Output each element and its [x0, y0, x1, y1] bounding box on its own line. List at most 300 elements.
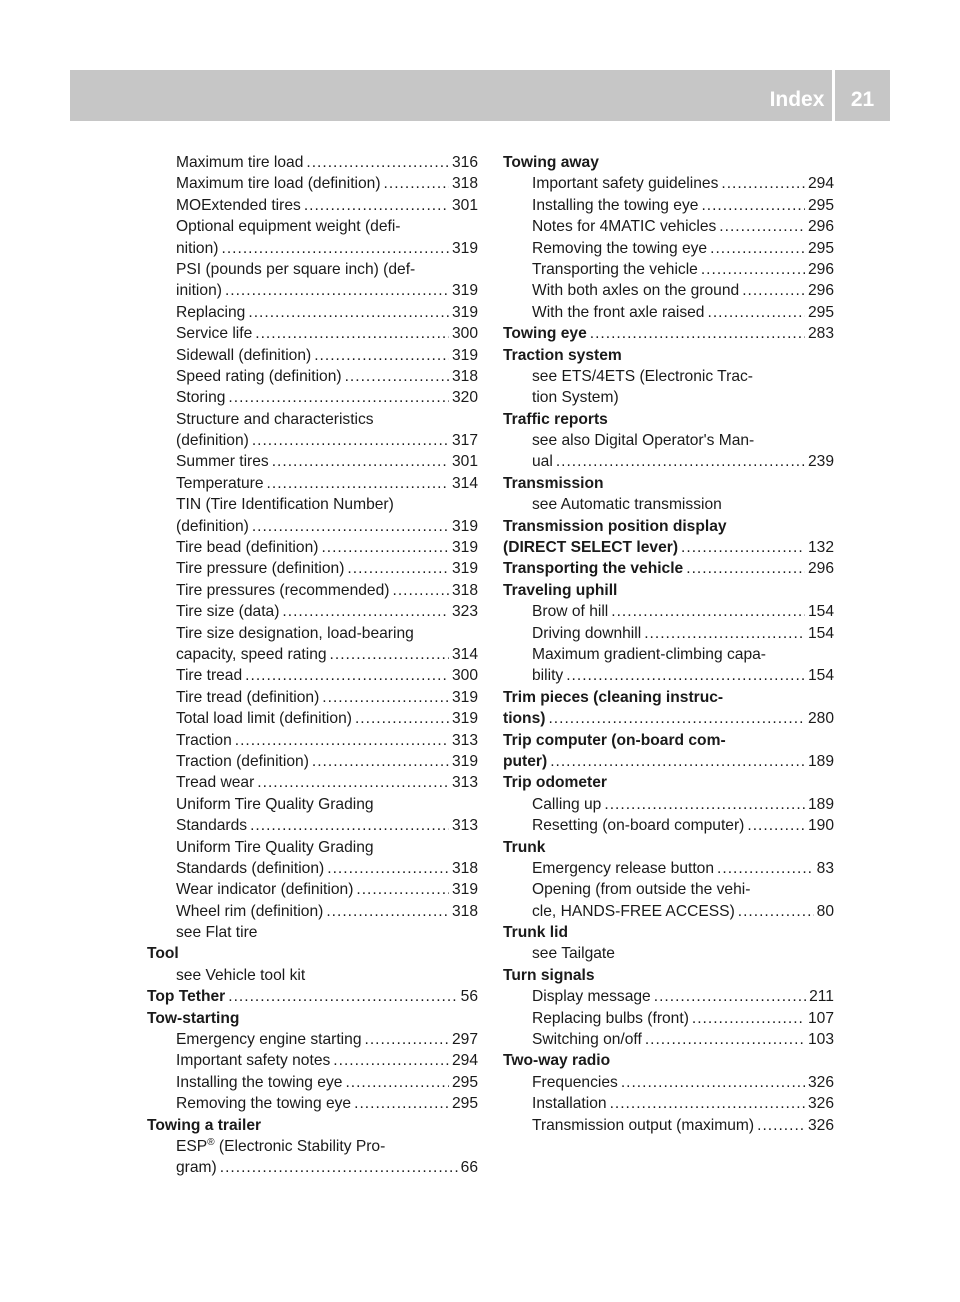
index-subentry: [503, 1008, 834, 1029]
index-subentry: [147, 1072, 478, 1093]
index-subentry: [503, 280, 834, 301]
dot-leader: [604, 794, 805, 815]
dot-leader: [719, 216, 805, 237]
dot-leader: [322, 687, 449, 708]
page-reference[interactable]: 66: [460, 1159, 478, 1177]
entry-text: With the front axle raised: [532, 303, 705, 321]
page-reference[interactable]: 189: [807, 795, 834, 813]
page-number: 21: [850, 88, 875, 111]
page-reference[interactable]: 300: [451, 325, 478, 343]
page-reference[interactable]: 318: [451, 175, 478, 193]
entry-text: Two-way radio: [503, 1052, 611, 1070]
page-reference[interactable]: 300: [451, 667, 478, 685]
index-subentry: [503, 815, 834, 836]
page-reference[interactable]: 317: [451, 432, 478, 450]
page-reference[interactable]: 319: [451, 560, 478, 578]
page-reference[interactable]: 294: [451, 1052, 478, 1070]
page-reference[interactable]: 189: [807, 752, 834, 770]
index-subentry: [503, 366, 834, 387]
page-reference[interactable]: 295: [451, 1095, 478, 1113]
entry-text: bility: [532, 667, 564, 685]
entry-text: Tool: [147, 945, 179, 963]
entry-text: Driving downhill: [532, 624, 642, 642]
entry-text: Maximum gradient-climbing capa-: [532, 645, 766, 663]
page-reference[interactable]: 318: [451, 581, 478, 599]
entry-text: Transporting the vehicle: [532, 260, 698, 278]
index-subentry: [503, 238, 834, 259]
dot-leader: [550, 751, 805, 772]
index-subentry: [147, 901, 478, 922]
dot-leader: [252, 516, 449, 537]
index-subentry: [503, 644, 834, 665]
index-subentry: [147, 1157, 478, 1178]
entry-text: Standards: [176, 817, 248, 835]
dot-leader: [312, 751, 449, 772]
dot-leader: [610, 1093, 805, 1114]
index-heading: [147, 1115, 478, 1136]
dot-leader: [356, 879, 449, 900]
entry-text: see ETS/4ETS (Electronic Trac-: [532, 367, 753, 385]
index-subentry: [147, 794, 478, 815]
index-subentry: [147, 837, 478, 858]
page-reference[interactable]: 319: [451, 303, 478, 321]
entry-text: see Vehicle tool kit: [176, 966, 306, 984]
index-subentry: [503, 601, 834, 622]
page-reference[interactable]: 318: [451, 859, 478, 877]
index-subentry: [147, 1093, 478, 1114]
page-reference[interactable]: 319: [451, 517, 478, 535]
page-reference[interactable]: 319: [451, 282, 478, 300]
dot-leader: [654, 986, 806, 1007]
index-subentry: [147, 259, 478, 280]
index-subentry: [147, 965, 478, 986]
dot-leader: [611, 601, 805, 622]
index-subentry: [147, 815, 478, 836]
dot-leader: [747, 815, 805, 836]
page-reference[interactable]: 319: [451, 688, 478, 706]
entry-text: TIN (Tire Identification Number): [176, 496, 394, 514]
page-reference[interactable]: 296: [807, 282, 834, 300]
page-reference[interactable]: 295: [807, 303, 834, 321]
entry-text: Trim pieces (cleaning instruc-: [503, 688, 724, 706]
index-heading: [503, 323, 834, 344]
index-subentry: [503, 943, 834, 964]
dot-leader: [556, 451, 805, 472]
entry-text: Replacing bulbs (front): [532, 1009, 689, 1027]
page-reference[interactable]: 313: [451, 774, 478, 792]
entry-text: Optional equipment weight (defi-: [176, 218, 401, 236]
index-subentry: [503, 1115, 834, 1136]
page-reference[interactable]: 313: [451, 731, 478, 749]
page-reference[interactable]: 107: [807, 1009, 834, 1027]
page-reference[interactable]: 295: [807, 239, 834, 257]
page-reference[interactable]: 323: [451, 603, 478, 621]
index-subentry: [147, 772, 478, 793]
page-reference[interactable]: 80: [816, 902, 834, 920]
page-reference[interactable]: 154: [807, 603, 834, 621]
dot-leader: [686, 558, 805, 579]
dot-leader: [306, 152, 449, 173]
index-heading: [503, 558, 834, 579]
entry-text: Tire tread (definition): [176, 688, 320, 706]
page-reference[interactable]: 296: [807, 218, 834, 236]
entry-text: Emergency engine starting: [176, 1031, 362, 1049]
index-subentry: [147, 1050, 478, 1071]
index-heading: [147, 1008, 478, 1029]
entry-text: Temperature: [176, 474, 264, 492]
entry-text: With both axles on the ground: [532, 282, 740, 300]
dot-leader: [355, 708, 449, 729]
index-heading: [503, 152, 834, 173]
dot-leader: [757, 1115, 805, 1136]
index-subentry: [147, 494, 478, 515]
page-reference[interactable]: 320: [451, 389, 478, 407]
index-subentry: [147, 601, 478, 622]
index-heading: [503, 345, 834, 366]
index-heading: [503, 772, 834, 793]
index-subentry: [503, 387, 834, 408]
dot-leader: [681, 537, 805, 558]
dot-leader: [333, 1050, 449, 1071]
index-subentry: [503, 623, 834, 644]
dot-leader: [267, 473, 449, 494]
entry-text: puter): [503, 752, 548, 770]
index-subentry: [503, 195, 834, 216]
entry-text: MOExtended tires: [176, 196, 301, 214]
dot-leader: [347, 558, 449, 579]
page-reference[interactable]: 326: [807, 1116, 834, 1134]
page-reference[interactable]: 319: [451, 346, 478, 364]
entry-text: (definition): [176, 517, 249, 535]
dot-leader: [742, 280, 805, 301]
dot-leader: [228, 387, 449, 408]
index-subentry: [147, 345, 478, 366]
entry-text: Transporting the vehicle: [503, 560, 684, 578]
dot-leader: [327, 858, 449, 879]
entry-text: Replacing: [176, 303, 246, 321]
dot-leader: [330, 644, 449, 665]
index-subentry: [147, 1136, 478, 1157]
entry-text: Traction (definition): [176, 752, 309, 770]
dot-leader: [392, 580, 448, 601]
entry-text: Turn signals: [503, 966, 595, 984]
dot-leader: [221, 238, 448, 259]
dot-leader: [245, 665, 449, 686]
dot-leader: [701, 195, 805, 216]
index-heading: [503, 730, 834, 751]
entry-text: Maximum tire load: [176, 154, 304, 171]
dot-leader: [566, 665, 805, 686]
entry-text: Sidewall (definition): [176, 346, 312, 364]
dot-leader: [692, 1008, 805, 1029]
entry-text: ESP® (Electronic Stability Pro-: [176, 1136, 386, 1155]
index-heading: [503, 409, 834, 430]
entry-text: capacity, speed rating: [176, 645, 327, 663]
index-column-right: [503, 152, 834, 1136]
index-subentry: [147, 537, 478, 558]
index-heading: [503, 1050, 834, 1071]
entry-text: Emergency release button: [532, 859, 715, 877]
page-reference[interactable]: 154: [807, 624, 834, 642]
page-reference[interactable]: 280: [807, 710, 834, 728]
index-subentry: [147, 195, 478, 216]
entry-text: Towing away: [503, 154, 599, 171]
page-reference[interactable]: 132: [807, 539, 834, 557]
dot-leader: [548, 708, 805, 729]
page-reference[interactable]: 319: [451, 239, 478, 257]
index-subentry: [147, 280, 478, 301]
index-heading: [503, 837, 834, 858]
entry-text: Tire size (data): [176, 603, 280, 621]
page-reference[interactable]: 295: [451, 1073, 478, 1091]
page-reference[interactable]: 316: [451, 154, 478, 171]
index-subentry: [147, 238, 478, 259]
index-subentry: [503, 430, 834, 451]
index-heading: [503, 965, 834, 986]
entry-text: see also Digital Operator's Man-: [532, 432, 755, 450]
page-reference[interactable]: 296: [807, 260, 834, 278]
entry-text: Towing a trailer: [147, 1116, 262, 1134]
dot-leader: [326, 901, 449, 922]
page-reference[interactable]: 319: [451, 710, 478, 728]
index-subentry: [147, 708, 478, 729]
entry-text: Maximum tire load (definition): [176, 175, 381, 193]
index-subentry: [503, 901, 834, 922]
dot-leader: [282, 601, 449, 622]
index-subentry: [147, 516, 478, 537]
index-heading: [503, 687, 834, 708]
index-subentry: [147, 451, 478, 472]
dot-leader: [384, 173, 449, 194]
index-subentry: [147, 1029, 478, 1050]
entry-text: see Tailgate: [532, 945, 615, 963]
dot-leader: [272, 451, 449, 472]
index-subentry: [503, 879, 834, 900]
entry-text: Switching on/off: [532, 1031, 642, 1049]
index-subentry: [503, 302, 834, 323]
entry-text: Trip computer (on-board com-: [503, 731, 726, 749]
entry-text: Speed rating (definition): [176, 367, 342, 385]
entry-text: Tire pressure (definition): [176, 560, 345, 578]
dot-leader: [228, 986, 457, 1007]
page-reference[interactable]: 294: [807, 175, 834, 193]
index-column-left: [147, 152, 478, 1179]
index-subentry: [147, 152, 478, 173]
dot-leader: [701, 259, 805, 280]
dot-leader: [345, 1072, 449, 1093]
entry-text: Uniform Tire Quality Grading: [176, 838, 374, 856]
entry-text: Tire size designation, load-bearing: [176, 624, 414, 642]
entry-text: Traveling uphill: [503, 581, 618, 599]
dot-leader: [250, 815, 449, 836]
entry-text: Towing eye: [503, 325, 587, 343]
index-subentry: [503, 1029, 834, 1050]
index-subentry: [147, 644, 478, 665]
entry-text: Tire pressures (recommended): [176, 581, 390, 599]
entry-text: Calling up: [532, 795, 602, 813]
index-subentry: [147, 430, 478, 451]
dot-leader: [255, 323, 449, 344]
entry-text: tions): [503, 710, 546, 728]
index-subentry: [147, 858, 478, 879]
index-subentry: [503, 451, 834, 472]
dot-leader: [314, 345, 449, 366]
entry-text: nition): [176, 239, 219, 257]
index-heading: [147, 986, 478, 1007]
entry-text: Total load limit (definition): [176, 710, 352, 728]
dot-leader: [354, 1093, 449, 1114]
entry-text: Tow-starting: [147, 1009, 240, 1027]
entry-text: Uniform Tire Quality Grading: [176, 795, 374, 813]
entry-text: Removing the towing eye: [532, 239, 708, 257]
page-reference[interactable]: 56: [460, 988, 478, 1006]
page-reference[interactable]: 318: [451, 902, 478, 920]
entry-text: Removing the towing eye: [176, 1095, 352, 1113]
entry-text: Installing the towing eye: [532, 196, 699, 214]
entry-text: Traction system: [503, 346, 622, 364]
entry-text: see Flat tire: [176, 924, 258, 942]
dot-leader: [252, 430, 449, 451]
index-subentry: [503, 494, 834, 515]
index-subentry: [503, 986, 834, 1007]
index-subentry: [147, 687, 478, 708]
page-reference[interactable]: 326: [807, 1095, 834, 1113]
page-reference[interactable]: 239: [807, 453, 834, 471]
entry-text: Trunk lid: [503, 924, 568, 942]
entry-text: Transmission output (maximum): [532, 1116, 755, 1134]
entry-text: Structure and characteristics: [176, 410, 374, 428]
index-subentry: [503, 173, 834, 194]
page-reference[interactable]: 301: [451, 453, 478, 471]
entry-text: Important safety notes: [176, 1052, 331, 1070]
dot-leader: [645, 1029, 805, 1050]
dot-leader: [365, 1029, 449, 1050]
page-reference[interactable]: 301: [451, 196, 478, 214]
index-heading: [503, 751, 834, 772]
dot-leader: [717, 858, 814, 879]
page-reference[interactable]: 296: [807, 560, 834, 578]
dot-leader: [304, 195, 449, 216]
page-reference[interactable]: 313: [451, 817, 478, 835]
index-subentry: [147, 409, 478, 430]
dot-leader: [345, 366, 449, 387]
entry-text: (definition): [176, 432, 249, 450]
index-heading: [503, 708, 834, 729]
index-subentry: [503, 665, 834, 686]
section-title: Index: [769, 88, 825, 111]
page-reference[interactable]: 83: [816, 859, 834, 877]
entry-text: Tire bead (definition): [176, 539, 319, 557]
page-reference[interactable]: 297: [451, 1031, 478, 1049]
entry-text: Frequencies: [532, 1073, 618, 1091]
entry-text: Top Tether: [147, 988, 226, 1006]
entry-text: Tire tread: [176, 667, 243, 685]
index-subentry: [503, 216, 834, 237]
index-heading: [147, 943, 478, 964]
entry-text: Installing the towing eye: [176, 1073, 343, 1091]
entry-text: ual: [532, 453, 553, 471]
index-subentry: [147, 580, 478, 601]
index-subentry: [147, 558, 478, 579]
index-subentry: [147, 387, 478, 408]
entry-text: cle, HANDS-FREE ACCESS): [532, 902, 735, 920]
dot-leader: [644, 623, 805, 644]
index-heading: [503, 473, 834, 494]
entry-text: Trip odometer: [503, 774, 607, 792]
dot-leader: [710, 238, 805, 259]
entry-text: Service life: [176, 325, 253, 343]
index-subentry: [503, 1072, 834, 1093]
entry-text: Transmission: [503, 474, 604, 492]
entry-text: Notes for 4MATIC vehicles: [532, 218, 717, 236]
dot-leader: [721, 173, 805, 194]
entry-text: Installation: [532, 1095, 607, 1113]
page-reference[interactable]: 190: [807, 817, 834, 835]
page-reference[interactable]: 314: [451, 474, 478, 492]
dot-leader: [621, 1072, 805, 1093]
page-reference[interactable]: 154: [807, 667, 834, 685]
dot-leader: [220, 1157, 458, 1178]
index-subentry: [147, 302, 478, 323]
entry-text: Transmission position display: [503, 517, 727, 535]
dot-leader: [707, 302, 804, 323]
index-subentry: [147, 216, 478, 237]
entry-text: Wheel rim (definition): [176, 902, 324, 920]
entry-text: Important safety guidelines: [532, 175, 719, 193]
page-reference[interactable]: 314: [451, 645, 478, 663]
page-reference[interactable]: 319: [451, 752, 478, 770]
index-subentry: [147, 173, 478, 194]
index-subentry: [147, 730, 478, 751]
entry-text: Standards (definition): [176, 859, 325, 877]
index-subentry: [503, 858, 834, 879]
index-subentry: [147, 623, 478, 644]
index-subentry: [147, 323, 478, 344]
entry-text: Tread wear: [176, 774, 255, 792]
page-reference[interactable]: 211: [809, 988, 834, 1006]
page-reference[interactable]: 103: [807, 1031, 834, 1049]
page-reference[interactable]: 326: [807, 1073, 834, 1091]
entry-text: Resetting (on-board computer): [532, 817, 745, 835]
index-heading: [503, 516, 834, 537]
dot-leader: [235, 730, 449, 751]
dot-leader: [225, 280, 449, 301]
entry-text: tion System): [532, 389, 619, 407]
entry-text: Opening (from outside the vehi-: [532, 881, 751, 899]
entry-text: see Automatic transmission: [532, 496, 722, 514]
page-reference[interactable]: 283: [807, 325, 834, 343]
entry-text: Traction: [176, 731, 232, 749]
index-heading: [503, 922, 834, 943]
page-reference[interactable]: 318: [451, 367, 478, 385]
entry-text: PSI (pounds per square inch) (def-: [176, 260, 416, 278]
page-reference[interactable]: 319: [451, 881, 478, 899]
dot-leader: [738, 901, 814, 922]
dot-leader: [248, 302, 449, 323]
index-subentry: [147, 922, 478, 943]
entry-text: Brow of hill: [532, 603, 609, 621]
dot-leader: [590, 323, 805, 344]
entry-text: Trunk: [503, 838, 546, 856]
page-reference[interactable]: 295: [807, 196, 834, 214]
index-subentry: [503, 794, 834, 815]
entry-text: inition): [176, 282, 222, 300]
page-reference[interactable]: 319: [451, 539, 478, 557]
dot-leader: [257, 772, 449, 793]
dot-leader: [321, 537, 449, 558]
entry-text: Display message: [532, 988, 651, 1006]
index-heading: [503, 537, 834, 558]
